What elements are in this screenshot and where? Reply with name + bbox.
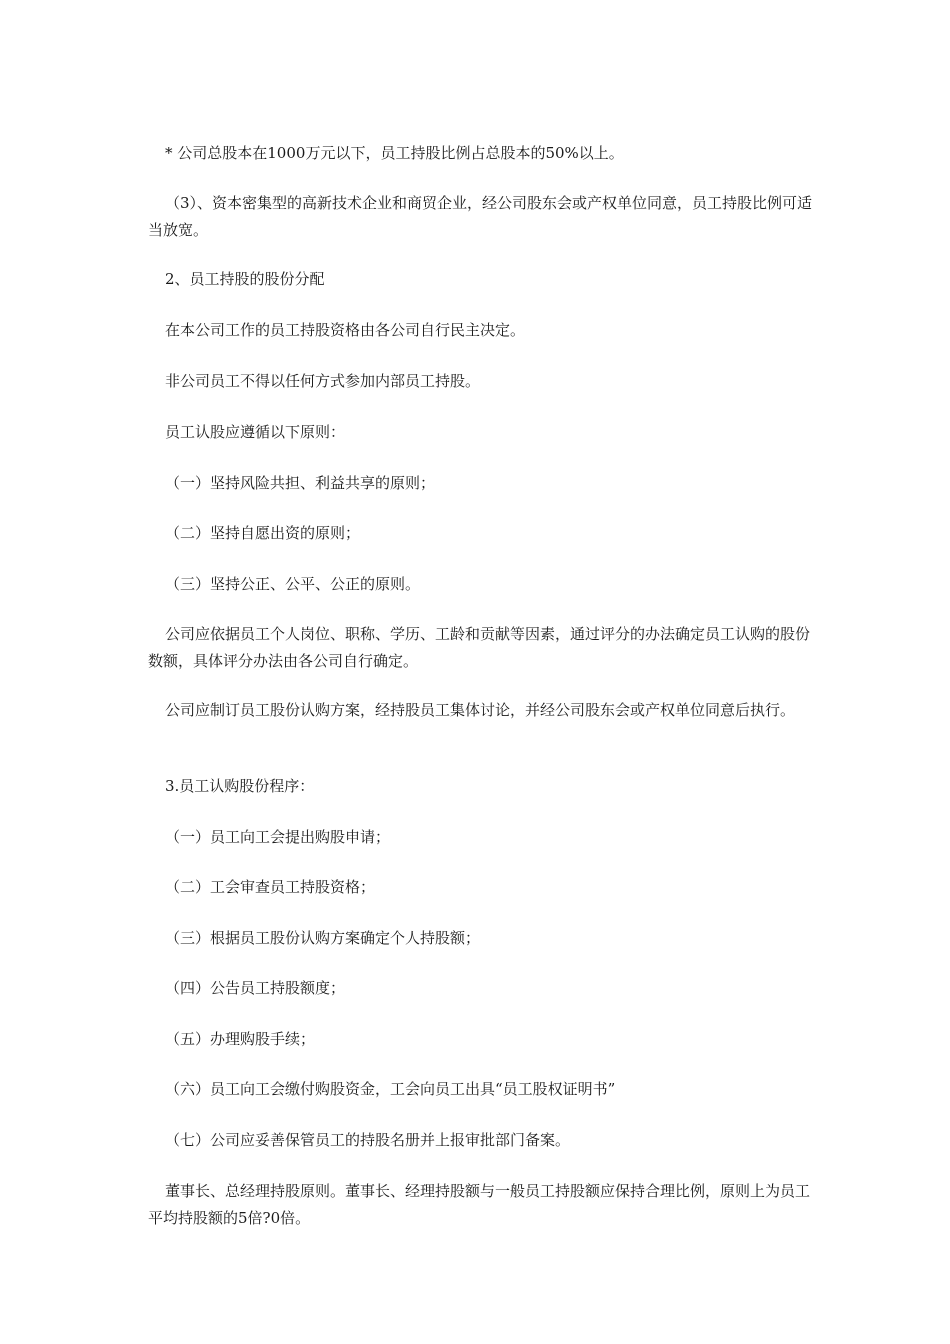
list-item-step-3: （三）根据员工股份认购方案确定个人持股额；: [165, 929, 481, 947]
list-item-principle-3: （三）坚持公正、公平、公正的原则。: [165, 575, 421, 593]
paragraph-share-amount-basis: 公司应依据员工个人岗位、职称、学历、工龄和贡献等因素，通过评分的办法确定员工认购的股份数额，具体评分办法由各公司自行确定。: [148, 625, 811, 670]
list-item-principle-1: （一）坚持风险共担、利益共享的原则；: [165, 474, 436, 492]
paragraph-eligibility: 在本公司工作的员工持股资格由各公司自行民主决定。: [165, 321, 526, 339]
paragraph-capital-intensive: （3）、资本密集型的高新技术企业和商贸企业，经公司股东会或产权单位同意，员工持股比例可适当放宽。: [148, 194, 813, 239]
list-item-principle-2: （二）坚持自愿出资的原则；: [165, 524, 361, 542]
list-item-step-1: （一）员工向工会提出购股申请；: [165, 828, 391, 846]
paragraph-subscription-plan: 公司应制订员工股份认购方案，经持股员工集体讨论，并经公司股东会或产权单位同意后执行。: [165, 701, 796, 719]
paragraph-principles-intro: 员工认股应遵循以下原则：: [165, 423, 346, 441]
list-item-step-2: （二）工会审查员工持股资格；: [165, 878, 376, 896]
section-heading-share-distribution: 2、员工持股的股份分配: [165, 270, 325, 288]
paragraph-non-employees: 非公司员工不得以任何方式参加内部员工持股。: [165, 372, 481, 390]
paragraph-share-capital-ratio: * 公司总股本在1000万元以下，员工持股比例占总股本的50%以上。: [165, 144, 624, 162]
list-item-step-5: （五）办理购股手续；: [165, 1030, 316, 1048]
list-item-step-7: （七）公司应妥善保管员工的持股名册并上报审批部门备案。: [165, 1131, 571, 1149]
list-item-step-6: （六）员工向工会缴付购股资金，工会向员工出具“员工股权证明书”: [165, 1080, 616, 1098]
paragraph-chairman-holding: 董事长、总经理持股原则。董事长、经理持股额与一般员工持股额应保持合理比例，原则上为员工平均持股额的5倍?0倍。: [148, 1182, 811, 1227]
list-item-step-4: （四）公告员工持股额度；: [165, 979, 346, 997]
section-heading-subscription-procedure: 3.员工认购股份程序：: [165, 777, 315, 795]
